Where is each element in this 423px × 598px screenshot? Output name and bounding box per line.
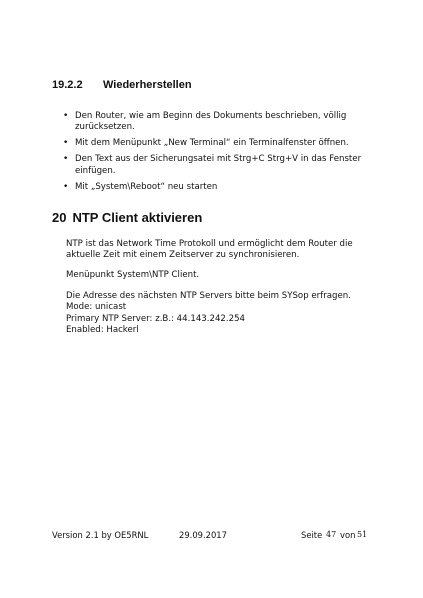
footer-seite-label: Seite <box>301 530 323 540</box>
text-line: Mode: unicast <box>66 302 127 313</box>
paragraph-menu: Menüpunkt System\NTP Client. <box>66 270 200 280</box>
section-heading-19-2-2 <box>52 79 192 91</box>
bullet-icon: • <box>63 138 69 149</box>
bullet-icon: • <box>63 154 69 165</box>
paragraph-settings <box>66 291 366 337</box>
section-heading-20 <box>52 210 202 225</box>
page-footer <box>52 530 372 542</box>
text-line: Die Adresse des nächsten NTP Servers bitte beim SYSop erfragen. <box>66 291 351 301</box>
text-line: Primary NTP Server: z.B.: 44.143.242.254 <box>66 313 246 324</box>
list-item: • Den Router, wie am Beginn des Dokuments beschrieben, völlig zurücksetzen. <box>63 111 347 133</box>
section-number: 20 <box>52 210 67 225</box>
section-title: NTP Client aktivieren <box>72 210 203 225</box>
bullet-icon: • <box>63 181 69 192</box>
section-number: 19.2.2 <box>52 79 83 91</box>
footer-version: Version 2.1 by OE5RNL <box>52 530 149 540</box>
list-item: • Mit „System\Reboot“ neu starten <box>63 181 218 192</box>
footer-total-pages: 51 <box>357 530 368 539</box>
paragraph-ntp-intro: NTP ist das Network Time Protokoll und ermöglicht dem Router die aktuelle Zeit mit einem Zeitserver zu synchronisieren. <box>66 239 353 261</box>
footer-page-number: 47 <box>326 530 337 539</box>
list-item: • Mit dem Menüpunkt „New Terminal“ ein Terminalfenster öffnen. <box>63 138 349 149</box>
text-line: Enabled: Hackerl <box>66 325 139 336</box>
section-title: Wiederherstellen <box>103 79 192 91</box>
bullet-icon: • <box>63 111 69 121</box>
list-item: • Den Text aus der Sicherungsatei mit Strg+C Strg+V in das Fenster einfügen. <box>63 154 362 176</box>
bullet-list <box>63 111 373 198</box>
footer-von-label: von <box>340 530 356 540</box>
footer-date: 29.09.2017 <box>179 530 227 540</box>
